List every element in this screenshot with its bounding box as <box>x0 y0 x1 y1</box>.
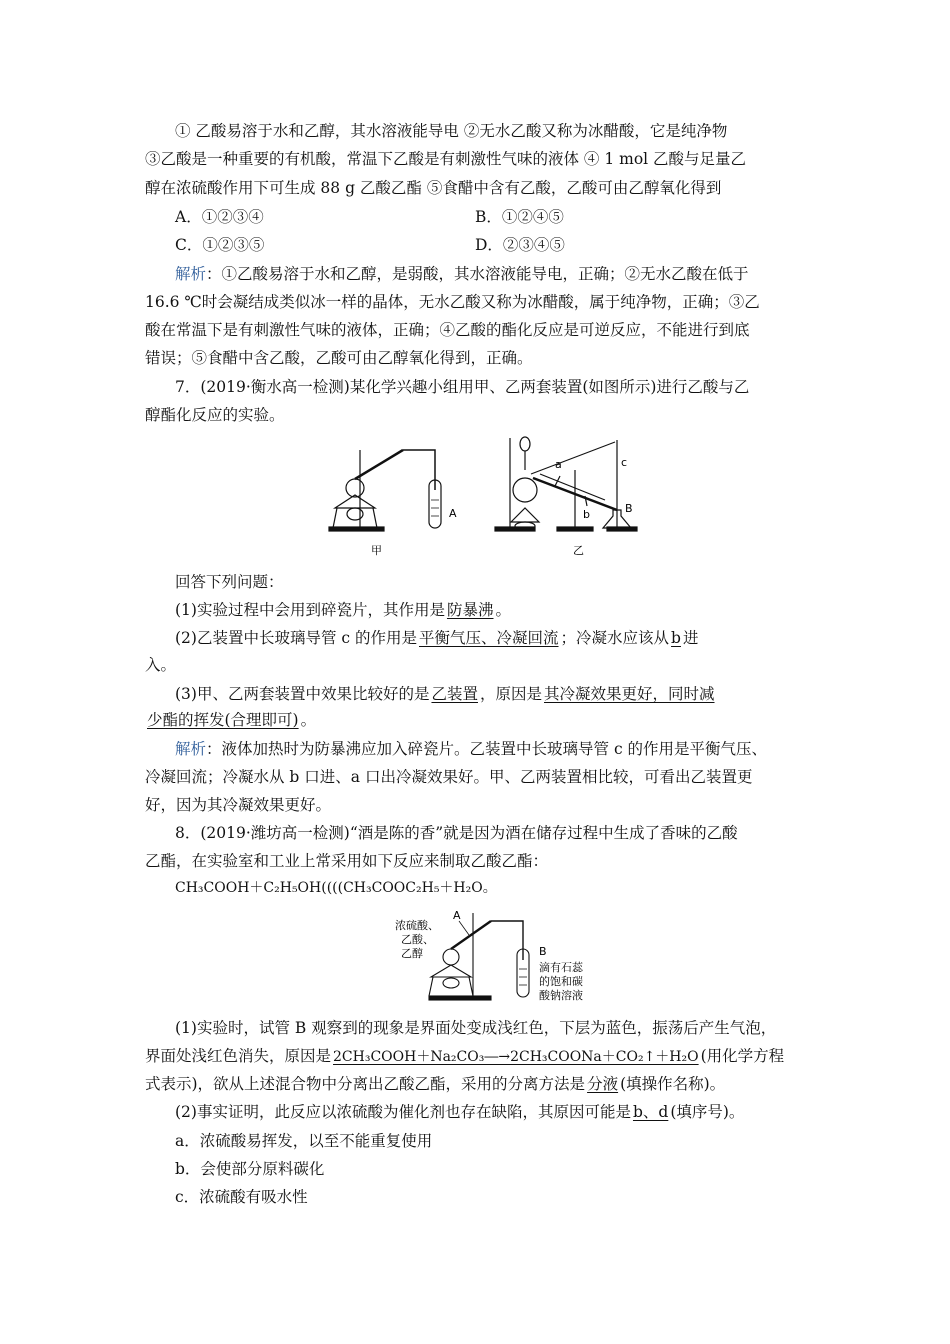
q7-apparatus-drawing <box>325 430 645 560</box>
q8-option-b: b．会使部分原料碳化 <box>175 1160 325 1178</box>
bent-tube <box>403 450 435 490</box>
q6-analysis-text-1: ：①乙酸易溶于水和乙醇，是弱酸，其水溶液能导电，正确；②无水乙酸在低于 <box>206 265 749 283</box>
label-b: b <box>583 508 590 521</box>
q7-sub3-answer-2b: 少酯的挥发(合理即可) <box>147 711 299 729</box>
q7-sub2-text: (2)乙装置中长玻璃导管 c 的作用是 <box>175 629 417 647</box>
q7-analysis-line-1 <box>175 738 855 760</box>
q6-analysis-line-3: 酸在常温下是有刺激性气味的液体，正确；④乙酸的酯化反应是可逆反应，不能进行到底 <box>145 321 750 339</box>
q8-sub1-end: (填操作名称)。 <box>620 1075 726 1093</box>
label-A: A <box>449 507 457 520</box>
q6-statement-line-3: 醇在浓硫酸作用下可生成 88 g 乙酸乙酯 ⑤食醋中含有乙酸，乙酸可由乙醇氧化得到 <box>145 179 722 197</box>
reagent-label-2: 乙酸、 <box>401 933 434 946</box>
q7-sub3-answer-1: 乙装置 <box>431 685 478 703</box>
round-bottom-flask <box>513 478 537 502</box>
q7-stem-line-2: 醇酯化反应的实验。 <box>145 406 285 424</box>
q7-sub2-line-2: 入。 <box>145 656 177 674</box>
q8-sub1-line-1: (1)实验时，试管 B 观察到的现象是界面处变成浅红色，下层为蓝色，振荡后产生气泡， <box>175 1019 777 1037</box>
q6-option-c: C．①②③⑤ <box>175 236 265 254</box>
q6-analysis-line-4: 错误；⑤食醋中含乙酸，乙酸可由乙醇氧化得到，正确。 <box>145 349 533 367</box>
q7-analysis-text-1: ：液体加热时为防暴沸应加入碎瓷片。乙装置中长玻璃导管 c 的作用是平衡气压、 <box>206 740 768 758</box>
q7-sub3-end: 。 <box>300 711 317 729</box>
q7-sub2 <box>175 627 855 649</box>
q8-sub1-mid: (用化学方程 <box>700 1047 785 1065</box>
label-c: c <box>621 456 628 469</box>
q8-sub1-text: 界面处浅红色消失，原因是 <box>145 1047 332 1065</box>
q8-equation: CH₃COOH＋C₂H₅OH((((CH₃COOC₂H₅＋H₂O。 <box>175 880 497 896</box>
q7-sub3-answer-2a: 其冷凝效果更好，同时减 <box>544 685 715 703</box>
q7-sub1-text: (1)实验过程中会用到碎瓷片，其作用是 <box>175 601 445 619</box>
q8-option-c: c．浓硫酸有吸水性 <box>175 1188 308 1206</box>
label-A: A <box>453 909 461 922</box>
q7-sub1 <box>175 599 855 621</box>
q8-sub1-text-2: 式表示)，欲从上述混合物中分离出乙酸乙酯，采用的分离方法是 <box>145 1075 586 1093</box>
q6-options-row-1 <box>175 206 855 228</box>
alcohol-lamp <box>347 508 363 520</box>
reagent-label-3: 乙醇 <box>401 947 423 960</box>
q6-option-a: A．①②③④ <box>175 208 264 226</box>
q7-sub3 <box>175 683 855 705</box>
q7-sub1-answer: 防暴沸 <box>446 601 494 619</box>
q8-sub2 <box>175 1101 855 1123</box>
solution-label-1: 滴有石蕊 <box>539 961 583 974</box>
q8-stem-line-1: 8．(2019·潍坊高一检测)“酒是陈的香”就是因为酒在储存过程中生成了香味的乙酸 <box>175 824 738 842</box>
q6-options-row-2 <box>175 234 855 256</box>
q7-sub2-answer-1: 平衡气压、冷凝回流 <box>419 629 559 647</box>
delivery-tube <box>355 450 403 479</box>
q7-sub2-mid: ；冷凝水应该从 <box>560 629 670 647</box>
q8-sub2-end: (填序号)。 <box>670 1103 745 1121</box>
q6-statement-line-1: ① 乙酸易溶于水和乙醇，其水溶液能导电 ②无水乙酸又称为冰醋酸，它是纯净物 <box>175 122 728 140</box>
q6-analysis-line-2: 16.6 ℃时会凝结成类似冰一样的晶体，无水乙酸又称为冰醋酸，属于纯净物，正确；③乙 <box>145 293 760 311</box>
q8-stem-line-2: 乙酯，在实验室和工业上常采用如下反应来制取乙酸乙酯： <box>145 852 549 870</box>
q6-option-d: D．②③④⑤ <box>475 236 565 254</box>
q7-stem-line-1: 7．(2019·衡水高一检测)某化学兴趣小组用甲、乙两套装置(如图所示)进行乙酸与乙 <box>175 378 750 396</box>
q8-option-a: a．浓硫酸易挥发，以至不能重复使用 <box>175 1132 433 1150</box>
q8-sub1-answer-2: 分液 <box>587 1075 619 1093</box>
label-B: B <box>625 502 633 515</box>
reagent-label-1: 浓硫酸、 <box>395 919 439 932</box>
q8-apparatus-drawing <box>395 905 605 1005</box>
label-B: B <box>539 945 547 958</box>
q8-sub2-answer: b、d <box>632 1103 669 1121</box>
q7-prompt: 回答下列问题： <box>175 573 284 591</box>
q7-sub1-end: 。 <box>495 601 511 619</box>
q7-apparatus-figure <box>325 430 645 560</box>
q8-sub1-line-3 <box>145 1073 825 1095</box>
solution-label-3: 酸钠溶液 <box>539 989 583 1002</box>
q8-sub2-text: (2)事实证明，此反应以浓硫酸为催化剂也存在缺陷，其原因可能是 <box>175 1103 631 1121</box>
q7-sub3-text: (3)甲、乙两套装置中效果比较好的是 <box>175 685 430 703</box>
q8-apparatus-figure <box>395 905 605 1005</box>
q6-option-b: B．①②④⑤ <box>475 208 564 226</box>
q7-sub3-mid: ，原因是 <box>479 685 542 703</box>
q7-analysis-line-3: 好，因为其冷凝效果更好。 <box>145 796 332 814</box>
label-jia: 甲 <box>371 544 382 557</box>
q7-sub2-end: 进 <box>682 629 699 647</box>
q8-sub1-answer-1: 2CH₃COOH＋Na₂CO₃―→2CH₃COONa＋CO₂↑＋H₂O <box>333 1049 699 1065</box>
q8-sub1-line-2 <box>145 1045 825 1068</box>
q6-analysis-line-1 <box>175 263 855 285</box>
q7-analysis-line-2: 冷凝回流；冷凝水从 b 口进、a 口出冷凝效果好。甲、乙两装置相比较，可看出乙装置更 <box>145 768 753 786</box>
stand-base <box>329 527 384 531</box>
q7-sub3-line-2 <box>145 709 825 731</box>
q7-sub2-answer-2: b <box>671 629 681 647</box>
analysis-label: 解析 <box>175 265 207 283</box>
analysis-label: 解析 <box>175 740 207 758</box>
q6-statement-line-2: ③乙酸是一种重要的有机酸，常温下乙酸是有刺激性气味的液体 ④ 1 mol 乙酸与足量乙 <box>145 150 747 168</box>
label-yi: 乙 <box>573 544 584 557</box>
solution-label-2: 的饱和碳 <box>539 975 583 988</box>
label-a: a <box>555 458 562 471</box>
